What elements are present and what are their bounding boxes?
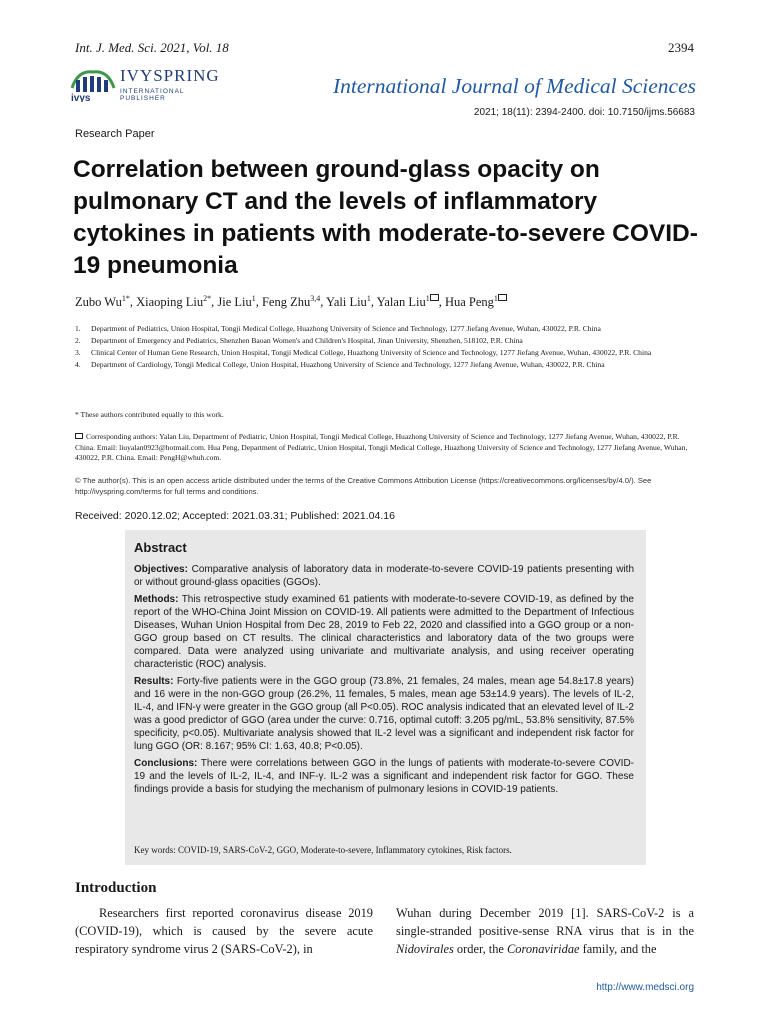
corresponding-authors: Corresponding authors: Yalan Liu, Department of Pediatric, Union Hospital, Tongji Medical College, Huazhong University of Science and Technology, 1277 Jiefang Avenue, Wuhan, 430022, P.R. China. Email: liuyalan0923@hotmail.com. Hua Peng, Department of Pediatric, Union Hospital, Tongji Medical College, Huazhong University of Science and Technology, 1277 Jiefang Avenue, Wuhan, 430022, P.R. China. Email: PengH@whuh.com. bbox=[75, 432, 688, 463]
introduction-heading: Introduction bbox=[75, 880, 157, 896]
abstract-objectives: Objectives: Comparative analysis of laboratory data in moderate-to-severe COVID-19 patients presenting with or without ground-glass opacities (GGOs). bbox=[134, 564, 635, 589]
intro-column-left: Researchers first reported coronavirus disease 2019 (COVID-19), which is caused by the severe acute respiratory syndrome virus 2 (SARS-CoV-2), in bbox=[75, 906, 373, 957]
author-name[interactable]: Jie Liu bbox=[217, 295, 252, 310]
email-icon[interactable] bbox=[430, 294, 439, 301]
abstract-body bbox=[134, 563, 634, 800]
author-sup: 2* bbox=[203, 294, 212, 303]
running-header-journal: Int. J. Med. Sci. 2021, Vol. 18 bbox=[75, 40, 229, 55]
keywords: Key words: COVID-19, SARS-CoV-2, GGO, Moderate-to-severe, Inflammatory cytokines, Risk factors. bbox=[134, 845, 512, 855]
svg-text:ivys: ivys bbox=[71, 93, 91, 102]
affiliation-item: 4. Department of Cardiology, Tongji Medical College, Union Hospital, Huazhong University of Science and Technology, 1277 Jiefang Avenue, Wuhan, 430022, P.R. China bbox=[75, 360, 605, 369]
publication-dates: Received: 2020.12.02; Accepted: 2021.03.31; Published: 2021.04.16 bbox=[75, 510, 395, 522]
author-sup: 1* bbox=[121, 294, 130, 303]
email-icon[interactable] bbox=[498, 294, 507, 301]
publisher-logo[interactable] bbox=[68, 64, 218, 104]
author-sup: 1 bbox=[366, 294, 371, 303]
journal-title[interactable]: International Journal of Medical Sciences bbox=[332, 74, 696, 98]
license-statement: © The author(s). This is an open access article distributed under the terms of the Creative Commons Attribution License (https://creativecommons.org/licenses/by/4.0/). See http://ivyspring.com/terms for full terms and conditions. bbox=[75, 476, 652, 496]
page-number: 2394 bbox=[668, 40, 694, 55]
intro-column-right: Wuhan during December 2019 [1]. SARS-CoV-2 is a single-stranded positive-sense RNA virus that is in the Nidovirales order, the Coronaviridae family, and the bbox=[396, 906, 694, 957]
author-name[interactable]: Feng Zhu bbox=[261, 295, 311, 310]
affiliation-item: 1. Department of Pediatrics, Union Hospital, Tongji Medical College, Huazhong University of Science and Technology, 1277 Jiefang Avenue, Wuhan, 430022, P.R. China bbox=[75, 324, 601, 333]
abstract-heading: Abstract bbox=[134, 540, 187, 555]
author-name[interactable]: Hua Peng bbox=[444, 295, 494, 310]
equal-contribution-note: * These authors contributed equally to this work. bbox=[75, 410, 224, 419]
abstract-results: Results: Forty-five patients were in the GGO group (73.8%, 21 females, 24 males, mean age 54.8±17.8 years) and 16 were in the non-GGO group (26.2%, 11 females, 5 males, mean age 53±14.9 years). The levels of IL-2, IL-4, and IFN-γ were greater in the GGO group (all P<0.05). ROC analysis indicated that an elevated level of IL-2 was a good predictor of GGO (area under the curve: 0.716, optimal cutoff: 3.205 pg/mL, 53.8% sensitivity, 87.5% specificity, p<0.05). Multivariate analysis showed that IL-2 level was a significant and independent risk factor for lung GGO (OR: 8.167; 95% CI: 1.63, 40.8; P<0.05). bbox=[134, 675, 634, 753]
author-name[interactable]: Yalan Liu bbox=[376, 295, 426, 310]
ivyspring-logo-icon bbox=[68, 68, 118, 102]
author-name[interactable]: Zubo Wu bbox=[75, 295, 122, 310]
abstract-methods: Methods: This retrospective study examined 61 patients with moderate-to-severe COVID-19, as defined by the report of the WHO-China Joint Mission on COVID-19. All patients were admitted to the Department of Infectious Diseases, Wuhan Union Hospital from Dec 28, 2019 to Feb 22, 2020 and classified into a GGO group or a non-GGO group based on CT results. The clinical characteristics and laboratory data of the two groups were compared. Data were analyzed using univariate and multivariate analysis, and using receiver operating characteristic (ROC) analysis. bbox=[134, 593, 634, 671]
envelope-icon bbox=[75, 433, 83, 439]
author-name[interactable]: Yali Liu bbox=[326, 295, 367, 310]
footer-website-link[interactable]: http://www.medsci.org bbox=[596, 982, 694, 993]
abstract-conclusions: Conclusions: There were correlations between GGO in the lungs of patients with moderate-to-severe COVID-19 and the levels of IL-2, IL-4, and INF-γ. IL-2 was a significant and independent risk factor for GGO. These findings provide a basis for studying the mechanism of pulmonary lesions in COVID-19 patients. bbox=[134, 757, 634, 795]
affiliation-item: 2. Department of Emergency and Pediatrics, Shenzhen Baoan Women's and Children's Hospital, Jinan University, Shenzhen, 518102, P.R. China bbox=[75, 336, 523, 345]
author-sup: 1 bbox=[493, 294, 498, 303]
affiliation-list bbox=[75, 323, 695, 371]
author-sup: 1 bbox=[425, 294, 430, 303]
citation-doi[interactable]: 2021; 18(11): 2394-2400. doi: 10.7150/ijms.56683 bbox=[473, 107, 695, 118]
publisher-name: IVYSPRING bbox=[120, 66, 220, 85]
author-list: Zubo $Wu^{1*}$, Xiaoping Liu$^{2*}$, Jie Liu$^1$, Feng Zhu$^{3,4}$, Yali Liu$^1$, Yalan Liu$^1$ , Hua Peng$^1$ bbox=[75, 294, 507, 310]
publisher-subtitle: INTERNATIONAL PUBLISHER bbox=[120, 88, 185, 102]
article-type: Research Paper bbox=[75, 128, 155, 140]
author-name[interactable]: Xiaoping Liu bbox=[136, 295, 204, 310]
author-sup: 1 bbox=[251, 294, 256, 303]
abstract-box bbox=[125, 530, 646, 865]
affiliation-item: 3. Clinical Center of Human Gene Research, Union Hospital, Tongji Medical College, Huazhong University of Science and Technology, 1277 Jiefang Avenue, Wuhan, 430022, P.R. China bbox=[75, 348, 652, 357]
article-title: Correlation between ground-glass opacity on pulmonary CT and the levels of inflammatory cytokines in patients with moderate-to-severe COVID-19 pneumonia bbox=[73, 156, 698, 279]
author-sup: 3,4 bbox=[310, 294, 321, 303]
